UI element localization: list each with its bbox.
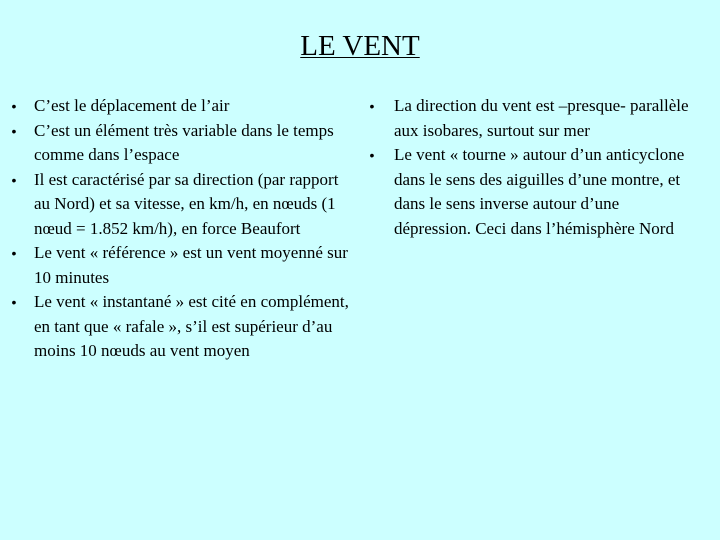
right-bullet-list [360,94,700,241]
list-item-text: C’est un élément très variable dans le temps comme dans l’espace [34,120,334,164]
list-item [360,94,700,143]
list-item-text: Il est caractérisé par sa direction (par rapport au Nord) et sa vitesse, en km/h, en nœuds (1 nœud = 1.852 km/h), en force Beaufort [34,169,339,238]
list-item-text: Le vent « tourne » autour d’un anticyclone dans le sens des aiguilles d’une montre, et dans le sens inverse autour d’une dépression. Ceci dans l’hémisphère Nord [394,145,685,238]
slide-title: LE VENT [300,30,420,62]
bullet-icon: • [369,98,375,114]
bullet-icon: • [11,294,17,310]
bullet-icon: • [11,171,17,188]
list-item-text: C’est le déplacement de l’air [34,96,230,115]
list-item-text: La direction du vent est –presque- parallèle aux isobares, surtout sur mer [394,96,689,140]
bullet-icon: • [11,245,17,261]
list-item [0,168,355,242]
list-item [0,94,355,119]
bullet-icon: • [11,98,17,114]
list-item [0,119,355,168]
list-item [360,143,700,241]
left-bullet-list [0,94,355,364]
bullet-icon: • [369,147,375,163]
list-item-text: Le vent « instantané » est cité en complément, en tant que « rafale », s’il est supérieur d’au moins 10 nœuds au vent moyen [34,292,349,360]
list-item [0,290,355,364]
bullet-icon: • [11,122,17,139]
list-item-text: Le vent « référence » est un vent moyenné sur 10 minutes [34,243,348,287]
list-item [0,241,355,290]
